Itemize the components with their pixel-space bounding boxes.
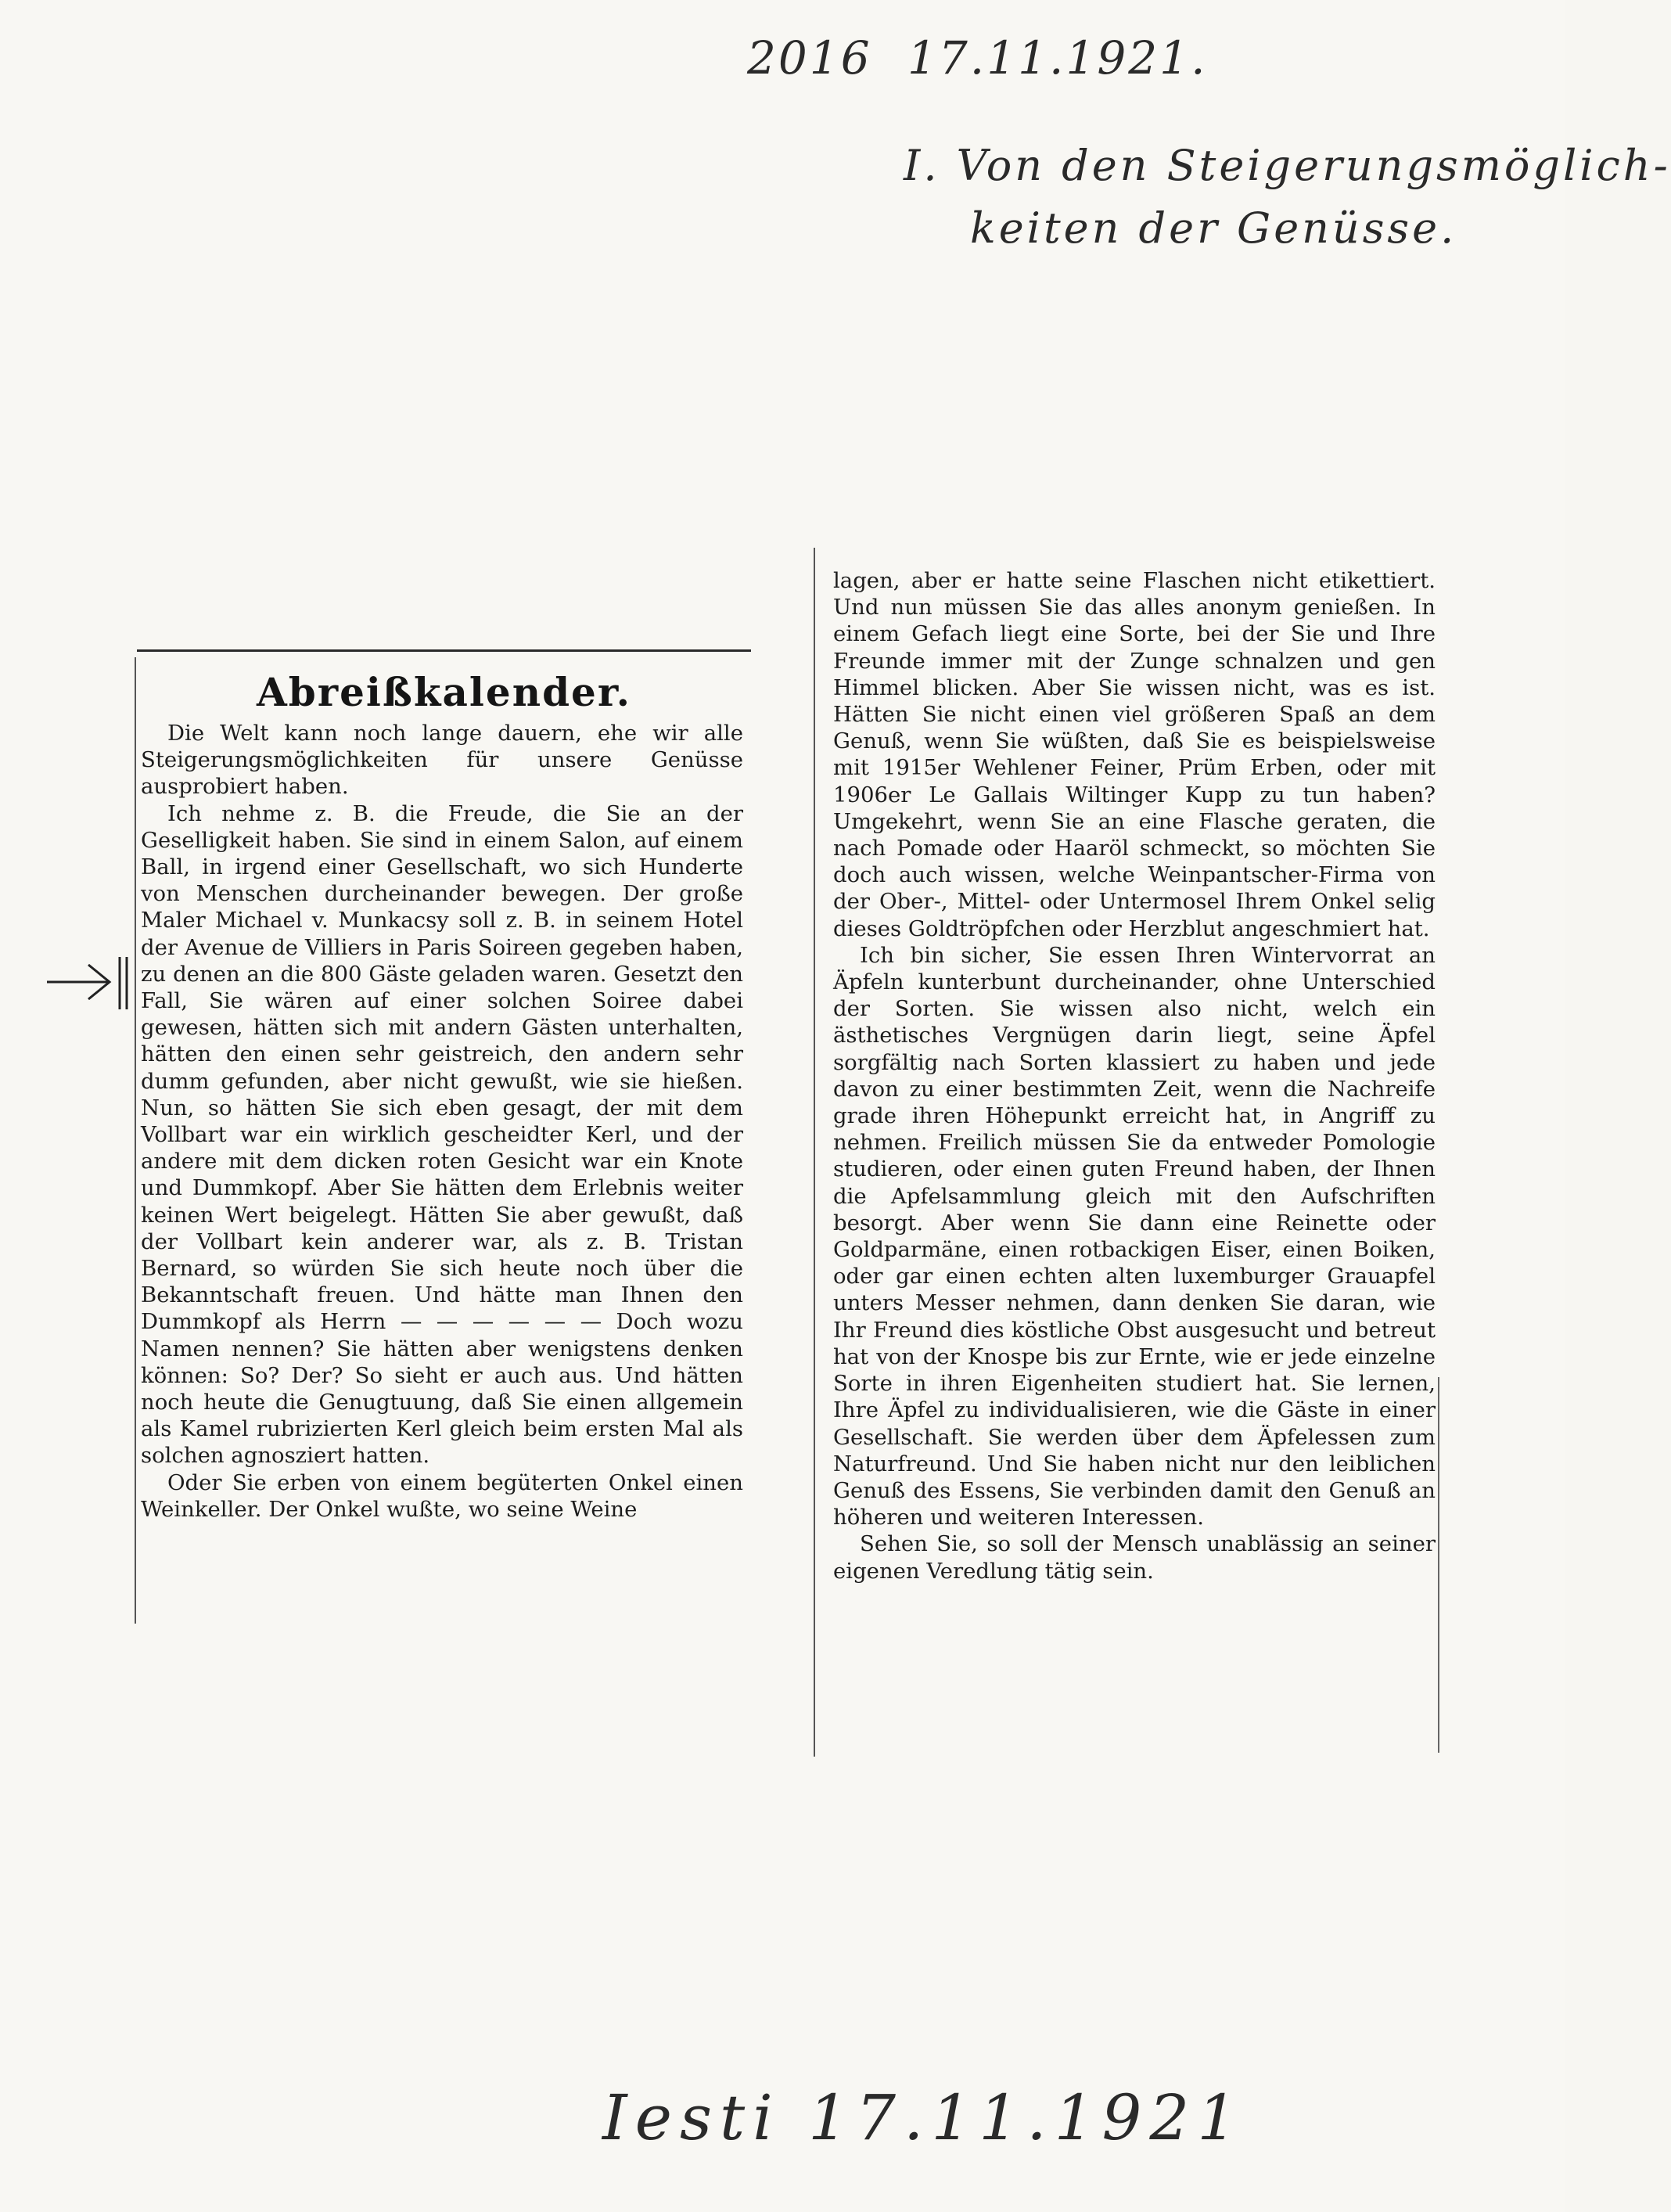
handwritten-note-line-1: I. Von den Steigerungsmöglich-: [904, 141, 1671, 190]
paragraph: Die Welt kann noch lange dauern, ehe wir alle Steigerungsmöglichkeiten für unsere Genüsse ausprobiert haben.: [141, 721, 743, 800]
paragraph: lagen, aber er hatte seine Flaschen nicht etikettiert. Und nun müssen Sie das alles anonym genießen. In einem Gefach liegt eine Sorte, bei der Sie und Ihre Freunde immer mit der Zunge schnalzen und gen Himmel blicken. Aber Sie wissen nicht, was es ist. Hätten Sie nicht einen viel größeren Spaß an dem Genuß, wenn Sie wüßten, daß Sie es beispielsweise mit 1915er Wehlener Feiner, Prüm Erben, oder mit 1906er Le Gallais Wiltinger Kupp zu tun haben? Umgekehrt, wenn Sie an eine Flasche geraten, die nach Pomade oder Haaröl schmeckt, so möchten Sie doch auch wissen, welche Weinpantscher-Firma von der Ober-, Mittel- oder Untermosel Ihrem Onkel selig dieses Goldtröpfchen oder Herzblut angeschmiert hat.: [833, 568, 1436, 941]
handwritten-bottom-note: Iesti 17.11.1921: [602, 2081, 1245, 2154]
paragraph: Sehen Sie, so soll der Mensch unablässig an seiner eigenen Veredlung tätig sein.: [833, 1531, 1436, 1584]
article-column-left: [141, 720, 743, 1523]
paragraph: Oder Sie erben von einem begüterten Onkel einen Weinkeller. Der Onkel wußte, wo seine Weine: [141, 1469, 743, 1522]
paragraph: Ich nehme z. B. die Freude, die Sie an der Geselligkeit haben. Sie sind in einem Salon, auf einem Ball, in irgend einer Gesellschaft, wo sich Hunderte von Menschen durcheinander bewegen. Der große Maler Michael v. Munkacsy soll z. B. in seinem Hotel der Avenue de Villiers in Paris Soireen gegeben haben, zu denen an die 800 Gäste geladen waren. Gesetzt den Fall, Sie wären auf einer solchen Soiree dabei gewesen, hätten sich mit andern Gästen unterhalten, hätten den einen sehr geistreich, den andern sehr dumm gefunden, aber nicht gewußt, wie sie hießen. Nun, so hätten Sie sich eben gesagt, der mit dem Vollbart war ein wirklich gescheidter Kerl, und der andere mit dem dicken roten Gesicht war ein Knote und Dummkopf. Aber Sie hätten dem Erlebnis weiter keinen Wert beigelegt. Hätten Sie aber gewußt, daß der Vollbart kein anderer war, als z. B. Tristan Bernard, so würden Sie sich heute noch über die Bekanntschaft freuen. Und hätte man Ihnen den Dummkopf als Herrn — — — — — — Doch wozu Namen nennen? Sie hätten aber wenigstens denken können: So? Der? So sieht er auch aus. Und hätten noch heute die Genugtuung, daß Sie einen allgemein als Kamel rubrizierten Kerl gleich beim ersten Mal als solchen agnosziert hatten.: [141, 800, 743, 1469]
article-column-right: [833, 567, 1436, 1584]
margin-arrow-icon: [45, 951, 131, 1013]
clipping-edge-left: [135, 657, 136, 1624]
handwritten-note-line-2: keiten der Genüsse.: [970, 203, 1457, 253]
title-rule: [137, 649, 751, 652]
paragraph: Ich bin sicher, Sie essen Ihren Wintervorrat an Äpfeln kunterbunt durcheinander, ohne Unterschied der Sorten. Sie wissen also nicht, welch ein ästhetisches Vergnügen darin liegt, seine Äpfel sorgfältig nach Sorten klassiert zu haben und jede davon zu einer bestimmten Zeit, wenn die Nachreife grade ihren Höhepunkt erreicht hat, in Angriff zu nehmen. Freilich müssen Sie da entweder Pomologie studieren, oder einen guten Freund haben, der Ihnen die Apfelsammlung gleich mit den Aufschriften besorgt. Aber wenn Sie dann eine Reinette oder Goldparmäne, einen rotbackigen Eiser, einen Boiken, oder gar einen echten alten luxemburger Grauapfel unters Messer nehmen, dann denken Sie daran, wie Ihr Freund dies köstliche Obst ausgesucht und betreut hat von der Knospe bis zur Ernte, wie er jede einzelne Sorte in ihren Eigenheiten studiert hat. Sie lernen, Ihre Äpfel zu individualisieren, wie die Gäste in einer Gesellschaft. Sie werden über dem Äpfelessen zum Naturfreund. Und Sie haben nicht nur den leiblichen Genuß des Essens, Sie verbinden damit den Genuß an höheren und weiteren Interessen.: [833, 942, 1436, 1530]
article-title: Abreißkalender.: [256, 669, 632, 715]
handwritten-date: 17.11.1921.: [907, 31, 1208, 85]
archive-number: 2016: [747, 31, 872, 85]
clipping-edge-right-column: [814, 548, 815, 1757]
clipping-edge-right-margin: [1438, 1377, 1439, 1753]
